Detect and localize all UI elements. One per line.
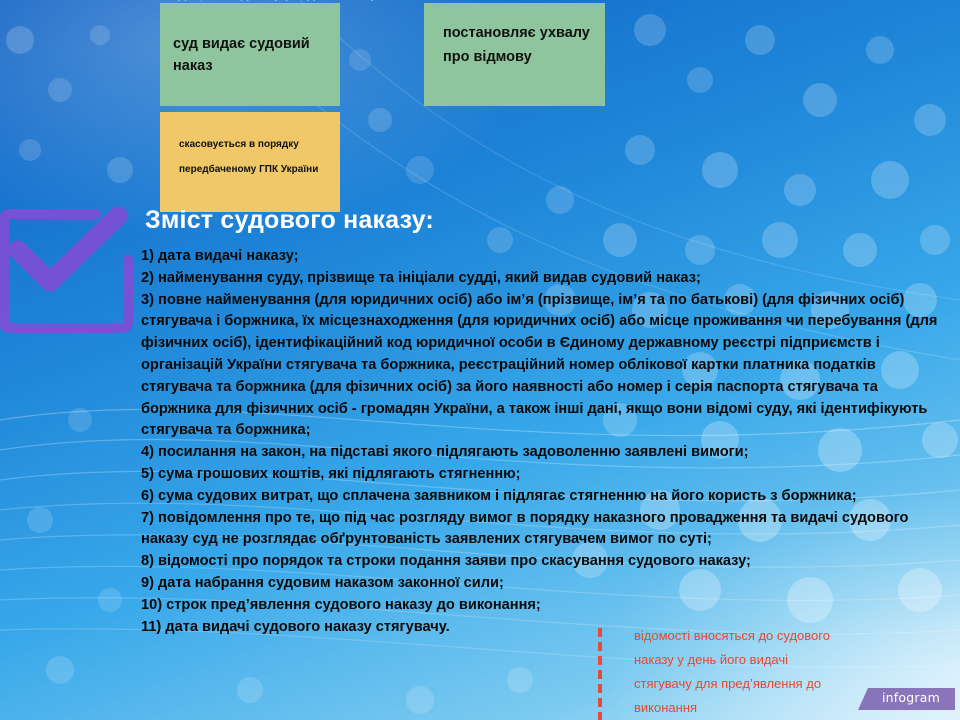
list-item: 6) сума судових витрат, що сплачена заявником і підлягає стягненню на його користь з боржника; [141, 487, 857, 504]
box-refusal-text: постановляє ухвалу про відмову [443, 25, 590, 65]
infogram-badge-label[interactable]: infogram [882, 690, 940, 705]
dashed-divider [598, 628, 602, 720]
checkbox-checked-icon [0, 200, 150, 340]
list-item: 4) посилання на закон, на підставі якого підлягають задоволенню заявлені вимоги; [141, 444, 749, 461]
box-issue-order [160, 3, 340, 106]
box-cancellation-text: скасовується в порядку передбаченому ГПК України [179, 139, 319, 175]
list-item: 7) повідомлення про те, що під час розгляду вимог в порядку наказного провадження та видачі судового наказу суд не розглядає обґрунтованість заявлених стягувачем вимог по суті; [141, 509, 909, 548]
list-item: 11) дата видачі судового наказу стягувачу. [141, 618, 450, 635]
content-heading: Зміст судового наказу: [145, 206, 434, 234]
list-item: 9) дата набрання судовим наказом законної сили; [141, 574, 504, 591]
list-item: 5) сума грошових коштів, які підлягають стягненню; [141, 465, 521, 482]
list-item: 10) строк пред’явлення судового наказу до виконання; [141, 596, 541, 613]
box-issue-order-text: суд видає судовий наказ [173, 36, 310, 74]
content-list [141, 246, 941, 638]
list-item: 8) відомості про порядок та строки подання заяви про скасування судового наказу; [141, 553, 751, 570]
box-cancellation [160, 112, 340, 212]
list-item: 3) повне найменування (для юридичних осіб) або ім’я (прізвище, ім’я та по батькові) (для фізичних осіб) стягувача і боржника, їх місцезнаходження (для юридичних осіб) або місце проживання чи перебування (для фізичних осіб), ідентифікаційний код юридичної особи в Єдиному державному реєстрі підприємств і організацій України стягувача та боржника, реєстраційний номер облікової картки платника податків стягувача та боржника (для фізичних осіб) за його наявності або номер і серія паспорта стягувача та боржника для фізичних осіб - громадян України, а також інші дані, якщо вони відомі суду, які ідентифікують стягувача та боржника; [141, 291, 938, 439]
box-refusal [424, 3, 605, 106]
list-item: 1) дата видачі наказу; [141, 248, 299, 264]
list-item: 2) найменування суду, прізвище та ініціали судді, який видав судовий наказ; [141, 269, 701, 286]
execution-note: відомості вносяться до судового наказу у день його видачі стягувачу для пред’явлення до виконання [634, 628, 830, 715]
